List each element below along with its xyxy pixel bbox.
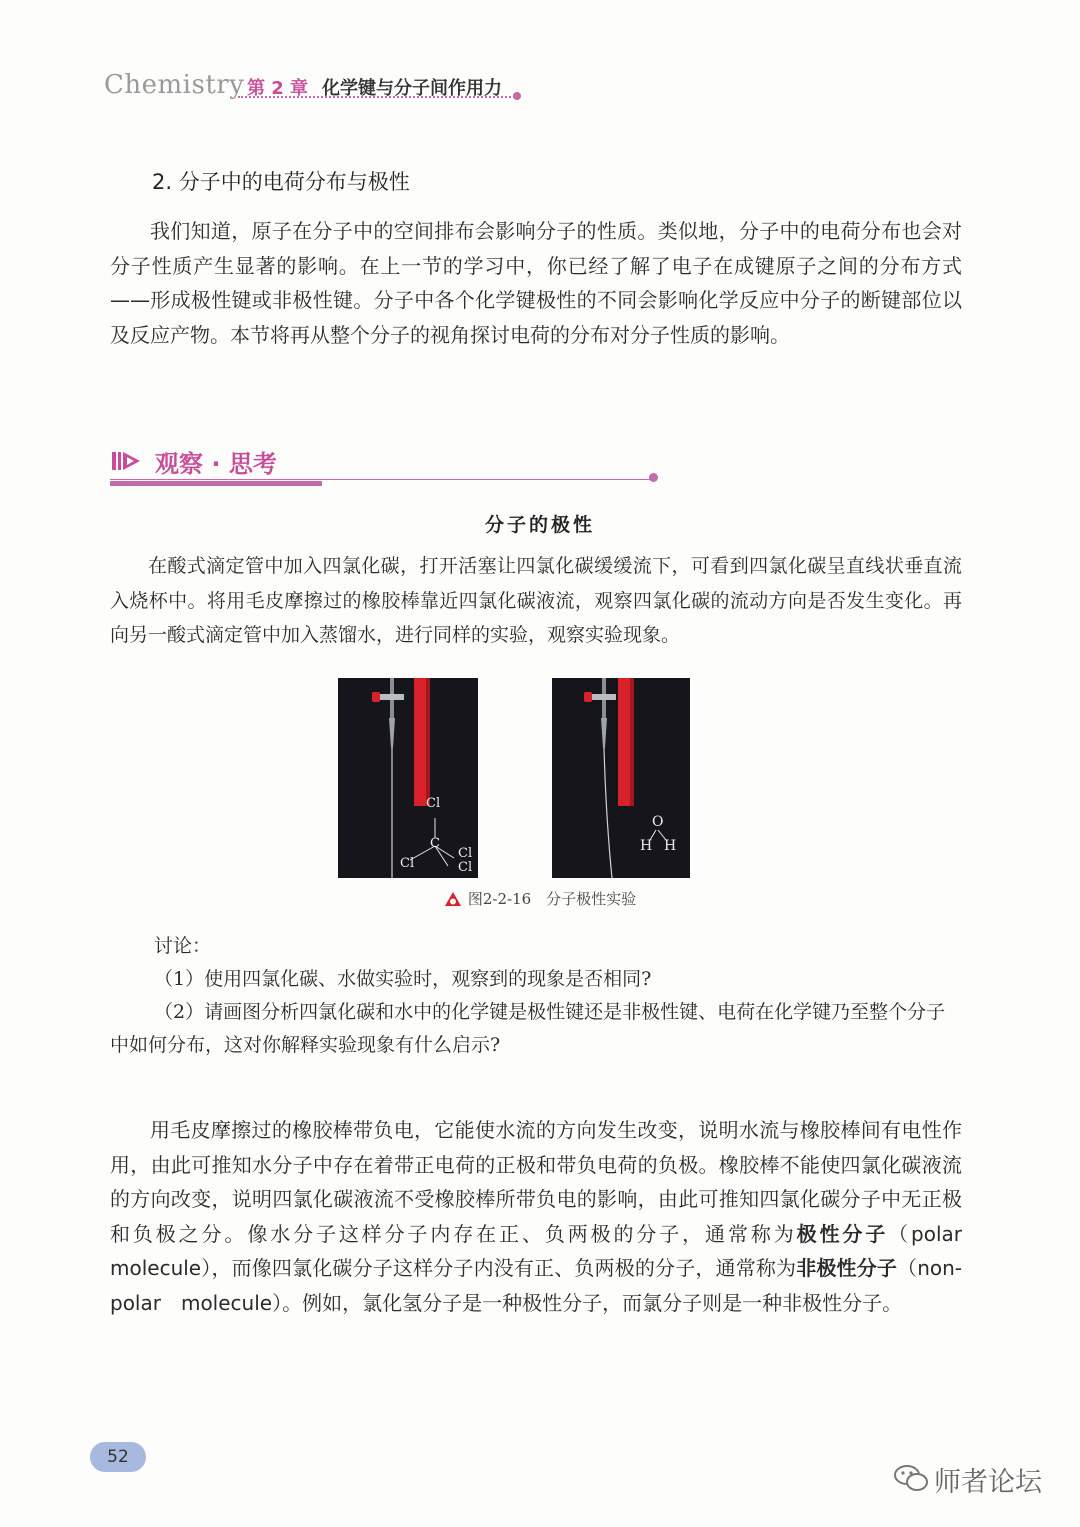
play-arrow-icon xyxy=(112,449,142,473)
term-nonpolar-molecule: 非极性分子 xyxy=(796,1256,898,1280)
header-brand: Chemistry xyxy=(104,70,245,100)
header-chapter-title: 化学键与分子间作用力 xyxy=(322,78,502,99)
water-experiment-photo xyxy=(552,678,690,878)
label-cl-right: Cl xyxy=(458,846,473,861)
activity-text-block xyxy=(110,549,962,653)
discussion-label: 讨论： xyxy=(154,935,212,957)
activity-text: 在酸式滴定管中加入四氯化碳，打开活塞让四氯化碳缓缓流下，可看到四氯化碳呈直线状垂直流入烧杯中。将用毛皮摩擦过的橡胶棒靠近四氯化碳液流，观察四氯化碳的流动方向是否发生变化。再向另一酸式滴定管中加入蒸馏水，进行同样的实验，观察实验现象。 xyxy=(110,555,962,646)
watermark-text: 师者论坛 xyxy=(934,1467,1042,1498)
activity-dot xyxy=(649,473,658,482)
figure-caption-line xyxy=(0,888,1080,909)
conclusion-part-3: （non-polar molecule）。例如，氯化氢分子是一种极性分子，而氯分子则是一种非极性分子。 xyxy=(110,1256,962,1315)
discussion-question-2: （2）请画图分析四氯化碳和水中的化学键是极性键还是非极性键、电荷在化学键乃至整个分子中如何分布，这对你解释实验现象有什么启示? xyxy=(110,1001,946,1056)
activity-bar xyxy=(110,481,322,486)
label-c: C xyxy=(430,836,440,851)
conclusion-text xyxy=(110,1113,983,1320)
activity-label: 观察 · 思考 xyxy=(155,450,277,478)
label-h-right: H xyxy=(664,838,677,854)
header-dotted-line xyxy=(238,96,518,98)
term-polar-molecule: 极性分子 xyxy=(796,1221,889,1246)
intro-text: 我们知道，原子在分子中的空间排布会影响分子的性质。类似地，分子中的电荷分布也会对分子性质产生显著的影响。在上一节的学习中，你已经了解了电子在成键原子之间的分布方式——形成极性键或非极性键。分子中各个化学键极性的不同会影响化学反应中分子的断键部位以及反应产物。本节将再从整个分子的视角探讨电荷的分布对分子性质的影响。 xyxy=(110,219,962,347)
section-heading: 2. 分子中的电荷分布与极性 xyxy=(152,170,410,194)
wechat-icon xyxy=(893,1463,929,1493)
conclusion-part-2: （polar molecule），而像四氯化碳分子这样分子内没有正、负两极的分子，通常称为 xyxy=(110,1221,983,1280)
label-o: O xyxy=(652,814,664,830)
header-chapter: 第 2 章 xyxy=(247,78,309,99)
conclusion-paragraph xyxy=(110,1113,983,1320)
intro-paragraph xyxy=(110,214,962,352)
page-number: 52 xyxy=(90,1442,146,1472)
label-cl-front: Cl xyxy=(458,860,473,875)
triangle-icon xyxy=(444,891,462,907)
activity-title: 分子的极性 xyxy=(484,514,595,536)
ccl4-experiment-photo xyxy=(338,678,478,878)
conclusion-part-1: 用毛皮摩擦过的橡胶棒带负电，它能使水流的方向发生改变，说明水流与橡胶棒间有电性作用，由此可推知水分子中存在着带正电荷的正极和带负电荷的负极。橡胶棒不能使四氯化碳液流的方向改变，说明四氯化碳液流不受橡胶棒所带负电的影响，由此可推知四氯化碳分子中无正极和负极之分。像水分子这样分子内存在正、负两极的分子，通常称为 xyxy=(110,1118,962,1246)
label-cl-left: Cl xyxy=(400,856,415,871)
activity-underline xyxy=(110,479,655,480)
figure-caption: 图2-2-16 分子极性实验 xyxy=(467,890,637,908)
label-h-left: H xyxy=(640,838,653,854)
discussion-block xyxy=(110,930,962,1062)
label-cl-top: Cl xyxy=(426,796,441,811)
discussion-question-1: （1）使用四氯化碳、水做实验时，观察到的现象是否相同? xyxy=(154,968,652,990)
header-dot xyxy=(513,92,521,100)
